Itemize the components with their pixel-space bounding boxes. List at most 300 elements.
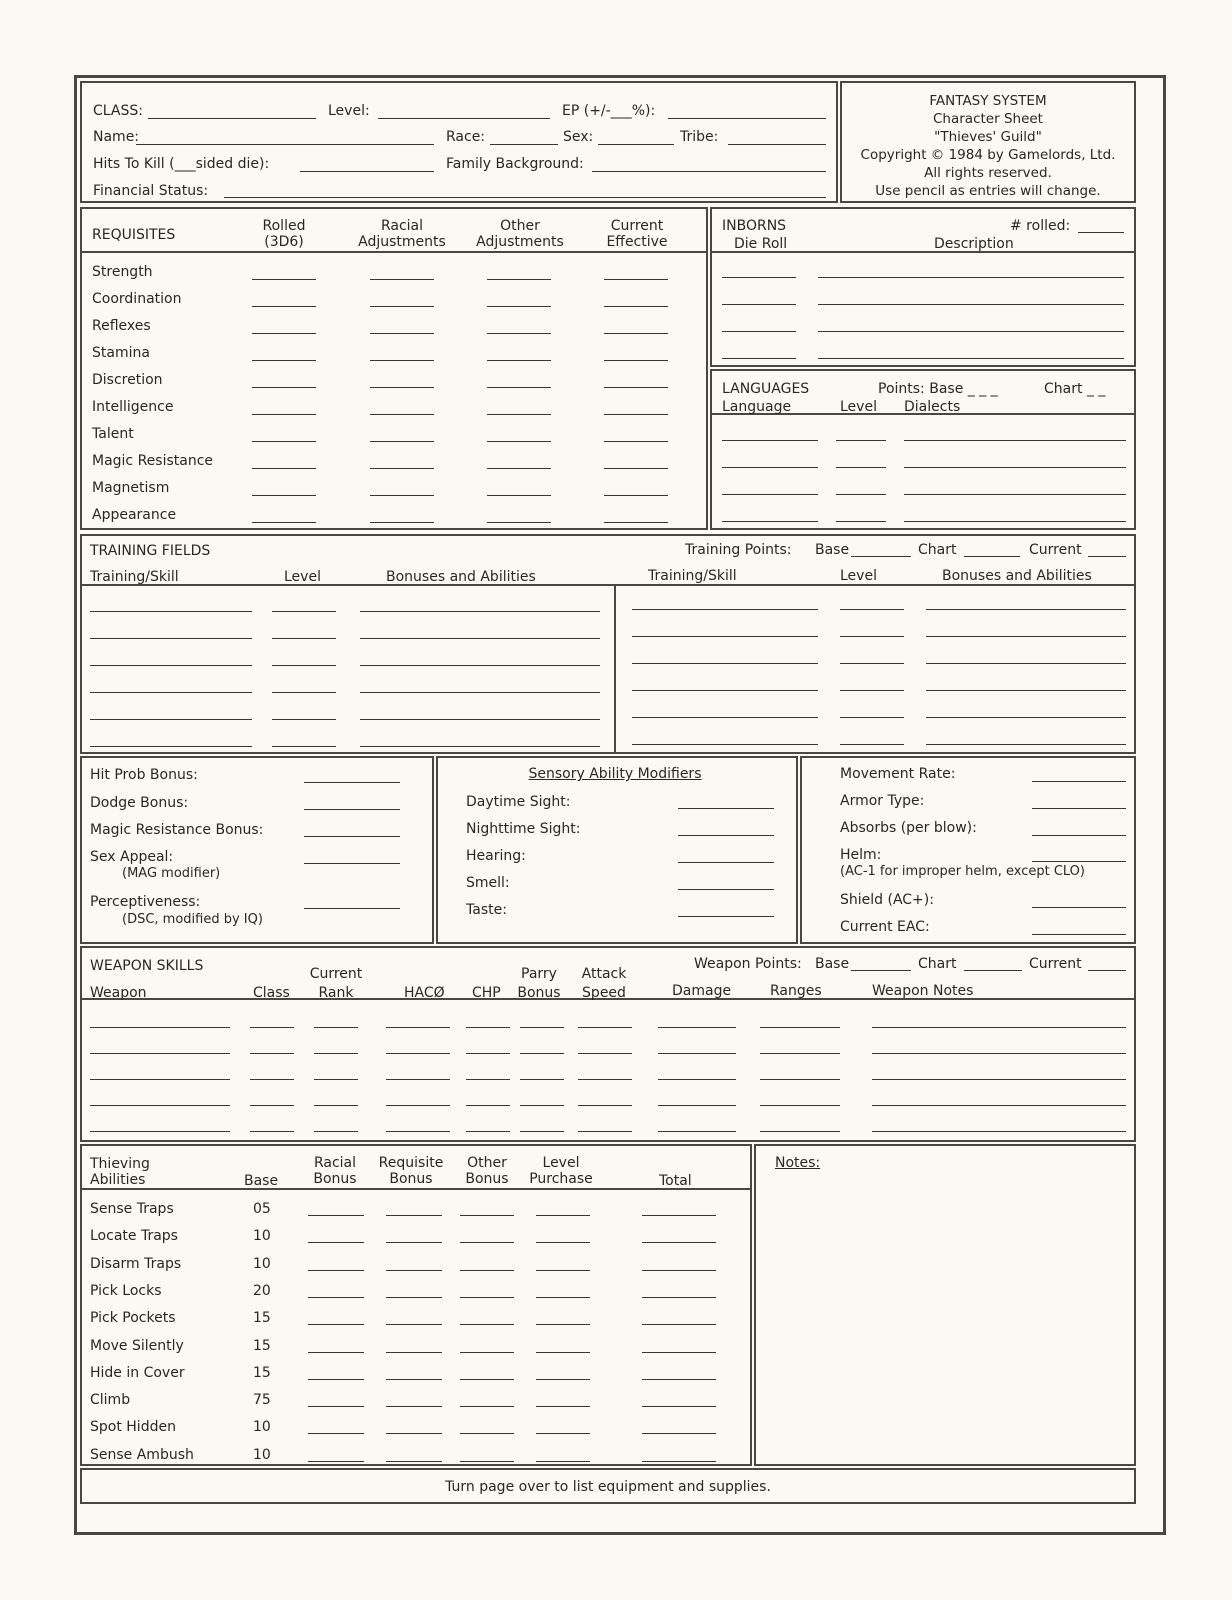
inborn-field[interactable] bbox=[722, 277, 796, 278]
weapon-field[interactable] bbox=[250, 1131, 294, 1132]
wcol-class: Class bbox=[253, 985, 290, 1001]
language-field[interactable] bbox=[836, 521, 886, 522]
tcol-racial-line1: Racial bbox=[313, 1155, 357, 1171]
sensory-title: Sensory Ability Modifiers bbox=[528, 766, 702, 782]
armor-type-label: Armor Type: bbox=[840, 793, 925, 809]
sensory-field[interactable] bbox=[678, 916, 774, 917]
thieving-field[interactable] bbox=[642, 1461, 716, 1462]
thieving-field[interactable] bbox=[460, 1270, 514, 1271]
weapon-field[interactable] bbox=[658, 1027, 736, 1028]
requisite-field[interactable] bbox=[370, 495, 434, 496]
requisite-field[interactable] bbox=[604, 441, 668, 442]
weapons-base-label: Base bbox=[815, 956, 850, 972]
weapons-chart-label: Chart bbox=[918, 956, 957, 972]
tcol-requisite-line1: Requisite bbox=[378, 1155, 444, 1171]
weapons-chart-field[interactable] bbox=[964, 970, 1022, 971]
wcol-rank-line2: Rank bbox=[318, 985, 354, 1001]
training-field-right[interactable] bbox=[632, 609, 818, 610]
thieving-field[interactable] bbox=[386, 1461, 442, 1462]
language-field[interactable] bbox=[904, 440, 1126, 441]
weapon-field[interactable] bbox=[872, 1053, 1126, 1054]
training-field-right[interactable] bbox=[632, 717, 818, 718]
weapon-field[interactable] bbox=[872, 1131, 1126, 1132]
col-racial-line1: Racial bbox=[380, 218, 424, 234]
training-field-left[interactable] bbox=[272, 665, 336, 666]
requisite-field[interactable] bbox=[370, 522, 434, 523]
inborn-field[interactable] bbox=[818, 304, 1124, 305]
tcol-level-line2: Purchase bbox=[529, 1171, 593, 1187]
thieving-ability-label: Move Silently bbox=[90, 1337, 184, 1354]
training-field-left[interactable] bbox=[272, 638, 336, 639]
requisite-field[interactable] bbox=[487, 495, 551, 496]
thieving-field[interactable] bbox=[386, 1324, 442, 1325]
magic-res-bonus-field[interactable] bbox=[304, 836, 400, 837]
training-base-field[interactable] bbox=[851, 556, 911, 557]
thieving-field[interactable] bbox=[386, 1270, 442, 1271]
thieving-field[interactable] bbox=[536, 1352, 590, 1353]
training-field-right[interactable] bbox=[840, 717, 904, 718]
requisite-field[interactable] bbox=[604, 495, 668, 496]
training-field-right[interactable] bbox=[926, 609, 1126, 610]
requisite-field[interactable] bbox=[252, 387, 316, 388]
thieving-base-value: 05 bbox=[253, 1201, 271, 1217]
sex-appeal-field[interactable] bbox=[304, 863, 400, 864]
weapon-field[interactable] bbox=[760, 1131, 840, 1132]
requisite-field[interactable] bbox=[252, 306, 316, 307]
thieving-field[interactable] bbox=[536, 1242, 590, 1243]
movement-rate-field[interactable] bbox=[1032, 781, 1126, 782]
weapons-current-label: Current bbox=[1029, 956, 1082, 972]
training-field-left[interactable] bbox=[272, 719, 336, 720]
requisite-label: Reflexes bbox=[92, 318, 151, 334]
eac-field[interactable] bbox=[1032, 934, 1126, 935]
family-label: Family Background: bbox=[446, 156, 584, 172]
thieving-field[interactable] bbox=[460, 1433, 514, 1434]
thieving-field[interactable] bbox=[386, 1242, 442, 1243]
thieving-title-line2: Abilities bbox=[90, 1172, 146, 1188]
thieving-field[interactable] bbox=[386, 1406, 442, 1407]
requisite-field[interactable] bbox=[487, 333, 551, 334]
dodge-field[interactable] bbox=[304, 809, 400, 810]
thieving-field[interactable] bbox=[460, 1324, 514, 1325]
requisite-field[interactable] bbox=[252, 522, 316, 523]
wcol-damage: Damage bbox=[672, 983, 732, 999]
language-field[interactable] bbox=[722, 494, 818, 495]
training-field-right[interactable] bbox=[632, 663, 818, 664]
language-field[interactable] bbox=[904, 521, 1126, 522]
training-field-right[interactable] bbox=[926, 717, 1126, 718]
inborns-rolled-label: # rolled: bbox=[1010, 218, 1071, 234]
thieving-field[interactable] bbox=[642, 1433, 716, 1434]
requisite-label: Magic Resistance bbox=[92, 453, 214, 469]
inborn-field[interactable] bbox=[818, 331, 1124, 332]
thieving-field[interactable] bbox=[536, 1379, 590, 1380]
helm-field[interactable] bbox=[1032, 861, 1126, 862]
thieving-field[interactable] bbox=[642, 1242, 716, 1243]
weapon-field[interactable] bbox=[466, 1027, 510, 1028]
training-field-left[interactable] bbox=[90, 746, 252, 747]
thieving-field[interactable] bbox=[386, 1215, 442, 1216]
weapon-field[interactable] bbox=[314, 1105, 358, 1106]
perceptiveness-field[interactable] bbox=[304, 908, 400, 909]
requisite-field[interactable] bbox=[252, 414, 316, 415]
tcol-racial bbox=[304, 1155, 366, 1187]
language-field[interactable] bbox=[836, 440, 886, 441]
weapon-field[interactable] bbox=[760, 1027, 840, 1028]
sensory-label: Hearing: bbox=[466, 848, 526, 864]
inborns-col-die: Die Roll bbox=[734, 236, 788, 252]
magic-res-bonus-label: Magic Resistance Bonus: bbox=[90, 822, 264, 838]
weapon-field[interactable] bbox=[658, 1105, 736, 1106]
training-field-left[interactable] bbox=[90, 692, 252, 693]
languages-col-dialects: Dialects bbox=[904, 399, 961, 415]
training-field-right[interactable] bbox=[840, 609, 904, 610]
thieving-field[interactable] bbox=[536, 1297, 590, 1298]
weapon-field[interactable] bbox=[386, 1053, 450, 1054]
weapon-field[interactable] bbox=[658, 1079, 736, 1080]
requisite-label: Intelligence bbox=[92, 399, 174, 415]
thieving-field[interactable] bbox=[386, 1379, 442, 1380]
requisite-field[interactable] bbox=[604, 333, 668, 334]
thieving-field[interactable] bbox=[536, 1406, 590, 1407]
armor-type-field[interactable] bbox=[1032, 808, 1126, 809]
weapon-field[interactable] bbox=[520, 1105, 564, 1106]
thieving-field[interactable] bbox=[642, 1297, 716, 1298]
weapons-base-field[interactable] bbox=[851, 970, 911, 971]
wcol-attack bbox=[572, 966, 636, 1001]
weapon-field[interactable] bbox=[578, 1053, 632, 1054]
thieving-field[interactable] bbox=[308, 1433, 364, 1434]
thieving-field[interactable] bbox=[536, 1324, 590, 1325]
training-field-right[interactable] bbox=[632, 744, 818, 745]
financial-field[interactable] bbox=[224, 197, 826, 198]
publisher-line-6: Use pencil as entries will change. bbox=[875, 183, 1101, 199]
weapon-field[interactable] bbox=[658, 1053, 736, 1054]
weapon-field[interactable] bbox=[872, 1105, 1126, 1106]
thieving-field[interactable] bbox=[308, 1242, 364, 1243]
thieving-field[interactable] bbox=[308, 1406, 364, 1407]
col-racial-line2: Adjustments bbox=[358, 234, 446, 250]
weapons-title: WEAPON SKILLS bbox=[90, 958, 204, 974]
training-field-left[interactable] bbox=[272, 746, 336, 747]
inborns-rolled-field[interactable] bbox=[1078, 232, 1124, 233]
language-field[interactable] bbox=[722, 440, 818, 441]
training-col-level-right: Level bbox=[840, 568, 877, 584]
weapon-field[interactable] bbox=[386, 1105, 450, 1106]
weapon-field[interactable] bbox=[386, 1079, 450, 1080]
weapon-field[interactable] bbox=[520, 1053, 564, 1054]
requisite-field[interactable] bbox=[252, 441, 316, 442]
hits-field[interactable] bbox=[300, 171, 434, 172]
publisher-line-3: "Thieves' Guild" bbox=[934, 129, 1042, 145]
weapon-field[interactable] bbox=[872, 1079, 1126, 1080]
training-field-left[interactable] bbox=[360, 719, 600, 720]
language-field[interactable] bbox=[722, 521, 818, 522]
requisite-field[interactable] bbox=[604, 522, 668, 523]
training-field-right[interactable] bbox=[840, 636, 904, 637]
weapons-current-field[interactable] bbox=[1088, 970, 1126, 971]
training-field-left[interactable] bbox=[272, 692, 336, 693]
training-field-right[interactable] bbox=[840, 744, 904, 745]
sensory-field[interactable] bbox=[678, 808, 774, 809]
weapon-field[interactable] bbox=[250, 1079, 294, 1080]
weapon-field[interactable] bbox=[90, 1053, 230, 1054]
training-field-left[interactable] bbox=[90, 719, 252, 720]
thieving-field[interactable] bbox=[460, 1461, 514, 1462]
weapon-field[interactable] bbox=[760, 1053, 840, 1054]
thieving-field[interactable] bbox=[642, 1270, 716, 1271]
tcol-requisite-line2: Bonus bbox=[389, 1171, 433, 1187]
wcol-notes: Weapon Notes bbox=[872, 983, 974, 999]
requisite-field[interactable] bbox=[370, 279, 434, 280]
shield-label: Shield (AC+): bbox=[840, 892, 934, 908]
thieving-field[interactable] bbox=[460, 1215, 514, 1216]
thieving-field[interactable] bbox=[536, 1461, 590, 1462]
col-other bbox=[470, 218, 570, 250]
weapon-field[interactable] bbox=[90, 1131, 230, 1132]
inborn-field[interactable] bbox=[818, 358, 1124, 359]
training-field-right[interactable] bbox=[926, 690, 1126, 691]
requisite-field[interactable] bbox=[604, 387, 668, 388]
inborn-field[interactable] bbox=[722, 304, 796, 305]
col-current bbox=[592, 218, 682, 250]
training-field-left[interactable] bbox=[360, 665, 600, 666]
thieving-field[interactable] bbox=[460, 1242, 514, 1243]
weapon-field[interactable] bbox=[466, 1105, 510, 1106]
thieving-field[interactable] bbox=[642, 1379, 716, 1380]
weapon-field[interactable] bbox=[520, 1027, 564, 1028]
language-field[interactable] bbox=[836, 467, 886, 468]
requisite-label: Magnetism bbox=[92, 480, 170, 496]
thieving-field[interactable] bbox=[460, 1406, 514, 1407]
weapon-field[interactable] bbox=[578, 1105, 632, 1106]
thieving-base-value: 75 bbox=[253, 1392, 271, 1409]
tribe-label: Tribe: bbox=[680, 129, 719, 145]
thieving-field[interactable] bbox=[386, 1297, 442, 1298]
requisite-field[interactable] bbox=[252, 279, 316, 280]
thieving-field[interactable] bbox=[460, 1297, 514, 1298]
weapon-field[interactable] bbox=[314, 1079, 358, 1080]
weapon-field[interactable] bbox=[386, 1027, 450, 1028]
sensory-field[interactable] bbox=[678, 862, 774, 863]
requisite-field[interactable] bbox=[487, 468, 551, 469]
requisite-field[interactable] bbox=[252, 468, 316, 469]
thieving-field[interactable] bbox=[642, 1215, 716, 1216]
tcol-total: Total bbox=[659, 1173, 692, 1189]
weapon-field[interactable] bbox=[578, 1027, 632, 1028]
weapon-field[interactable] bbox=[466, 1131, 510, 1132]
language-field[interactable] bbox=[836, 494, 886, 495]
requisite-field[interactable] bbox=[370, 333, 434, 334]
tcol-level-line1: Level bbox=[542, 1155, 580, 1171]
training-field-right[interactable] bbox=[926, 636, 1126, 637]
training-divider bbox=[614, 584, 616, 754]
training-current-field[interactable] bbox=[1088, 556, 1126, 557]
weapon-field[interactable] bbox=[90, 1027, 230, 1028]
thieving-field[interactable] bbox=[308, 1379, 364, 1380]
requisite-field[interactable] bbox=[487, 441, 551, 442]
training-field-left[interactable] bbox=[90, 665, 252, 666]
thieving-header-rule bbox=[80, 1188, 752, 1190]
weapon-field[interactable] bbox=[872, 1027, 1126, 1028]
requisite-field[interactable] bbox=[487, 522, 551, 523]
weapon-field[interactable] bbox=[90, 1079, 230, 1080]
thieving-field[interactable] bbox=[536, 1270, 590, 1271]
hits-label: Hits To Kill (___sided die): bbox=[93, 156, 270, 172]
thieving-field[interactable] bbox=[642, 1406, 716, 1407]
training-field-left[interactable] bbox=[360, 638, 600, 639]
requisite-field[interactable] bbox=[370, 414, 434, 415]
requisite-field[interactable] bbox=[604, 360, 668, 361]
wcol-hac: HACØ bbox=[404, 985, 445, 1001]
hit-prob-field[interactable] bbox=[304, 782, 400, 783]
thieving-ability-label: Hide in Cover bbox=[90, 1364, 185, 1381]
wcol-ranges: Ranges bbox=[770, 983, 822, 999]
sensory-label: Nighttime Sight: bbox=[466, 821, 581, 837]
thieving-field[interactable] bbox=[536, 1433, 590, 1434]
weapon-field[interactable] bbox=[466, 1079, 510, 1080]
tribe-field[interactable] bbox=[728, 144, 826, 145]
training-field-left[interactable] bbox=[360, 692, 600, 693]
sex-field[interactable] bbox=[598, 144, 674, 145]
training-field-right[interactable] bbox=[632, 636, 818, 637]
thieving-field[interactable] bbox=[642, 1352, 716, 1353]
wcol-rank-line1: Current bbox=[309, 966, 363, 982]
weapon-field[interactable] bbox=[250, 1105, 294, 1106]
wcol-chp: CHP bbox=[472, 985, 501, 1001]
thieving-field[interactable] bbox=[308, 1297, 364, 1298]
training-field-left[interactable] bbox=[272, 611, 336, 612]
language-field[interactable] bbox=[722, 467, 818, 468]
sex-appeal-label: Sex Appeal: bbox=[90, 849, 174, 865]
shield-field[interactable] bbox=[1032, 907, 1126, 908]
weapon-field[interactable] bbox=[760, 1105, 840, 1106]
wcol-attack-line1: Attack bbox=[581, 966, 627, 982]
requisite-field[interactable] bbox=[370, 306, 434, 307]
language-field[interactable] bbox=[904, 494, 1126, 495]
thieving-box bbox=[80, 1144, 752, 1466]
weapon-field[interactable] bbox=[314, 1053, 358, 1054]
thieving-field[interactable] bbox=[386, 1433, 442, 1434]
training-field-left[interactable] bbox=[360, 611, 600, 612]
thieving-field[interactable] bbox=[642, 1324, 716, 1325]
requisite-field[interactable] bbox=[252, 360, 316, 361]
wcol-parry bbox=[512, 966, 566, 1001]
requisite-label: Stamina bbox=[92, 345, 150, 361]
requisite-field[interactable] bbox=[604, 414, 668, 415]
thieving-field[interactable] bbox=[460, 1379, 514, 1380]
inborn-field[interactable] bbox=[722, 358, 796, 359]
weapon-field[interactable] bbox=[314, 1027, 358, 1028]
wcol-attack-line2: Speed bbox=[582, 985, 626, 1001]
requisite-label: Discretion bbox=[92, 372, 163, 388]
thieving-field[interactable] bbox=[460, 1352, 514, 1353]
class-field[interactable] bbox=[148, 118, 316, 119]
weapon-field[interactable] bbox=[250, 1053, 294, 1054]
requisite-field[interactable] bbox=[370, 387, 434, 388]
thieving-field[interactable] bbox=[308, 1270, 364, 1271]
sensory-field[interactable] bbox=[678, 835, 774, 836]
training-col-bonuses-left: Bonuses and Abilities bbox=[386, 569, 536, 585]
thieving-field[interactable] bbox=[536, 1215, 590, 1216]
requisite-field[interactable] bbox=[487, 360, 551, 361]
weapon-field[interactable] bbox=[658, 1131, 736, 1132]
notes-box[interactable] bbox=[754, 1144, 1136, 1466]
inborn-field[interactable] bbox=[818, 277, 1124, 278]
thieving-base-value: 10 bbox=[253, 1228, 271, 1245]
inborn-field[interactable] bbox=[722, 331, 796, 332]
requisite-field[interactable] bbox=[604, 468, 668, 469]
col-racial bbox=[352, 218, 452, 250]
thieving-field[interactable] bbox=[386, 1352, 442, 1353]
training-field-right[interactable] bbox=[840, 663, 904, 664]
requisite-field[interactable] bbox=[370, 468, 434, 469]
thieving-ability-label: Climb bbox=[90, 1392, 131, 1409]
training-field-right[interactable] bbox=[926, 663, 1126, 664]
weapon-field[interactable] bbox=[90, 1105, 230, 1106]
weapon-field[interactable] bbox=[578, 1131, 632, 1132]
training-field-left[interactable] bbox=[90, 638, 252, 639]
ep-field[interactable] bbox=[668, 118, 826, 119]
requisite-field[interactable] bbox=[604, 279, 668, 280]
weapon-field[interactable] bbox=[466, 1053, 510, 1054]
name-field[interactable] bbox=[136, 144, 434, 145]
weapon-field[interactable] bbox=[386, 1131, 450, 1132]
race-field[interactable] bbox=[490, 144, 558, 145]
training-field-right[interactable] bbox=[926, 744, 1126, 745]
training-chart-field[interactable] bbox=[964, 556, 1020, 557]
race-label: Race: bbox=[446, 129, 486, 145]
training-field-left[interactable] bbox=[90, 611, 252, 612]
col-current-line1: Current bbox=[610, 218, 664, 234]
thieving-ability-label: Disarm Traps bbox=[90, 1255, 182, 1272]
thieving-base-value: 10 bbox=[253, 1419, 271, 1436]
requisite-field[interactable] bbox=[370, 441, 434, 442]
language-field[interactable] bbox=[904, 467, 1126, 468]
level-field[interactable] bbox=[378, 118, 550, 119]
training-field-right[interactable] bbox=[840, 690, 904, 691]
requisite-field[interactable] bbox=[252, 333, 316, 334]
weapon-field[interactable] bbox=[578, 1079, 632, 1080]
absorbs-field[interactable] bbox=[1032, 835, 1126, 836]
thieving-base-value: 10 bbox=[253, 1446, 271, 1463]
thieving-field[interactable] bbox=[308, 1461, 364, 1462]
weapon-field[interactable] bbox=[314, 1131, 358, 1132]
training-field-left[interactable] bbox=[360, 746, 600, 747]
thieving-field[interactable] bbox=[308, 1215, 364, 1216]
sensory-field[interactable] bbox=[678, 889, 774, 890]
requisite-field[interactable] bbox=[487, 306, 551, 307]
requisite-field[interactable] bbox=[487, 387, 551, 388]
thieving-field[interactable] bbox=[308, 1324, 364, 1325]
requisite-field[interactable] bbox=[487, 414, 551, 415]
weapon-field[interactable] bbox=[250, 1027, 294, 1028]
weapon-field[interactable] bbox=[520, 1079, 564, 1080]
weapon-field[interactable] bbox=[760, 1079, 840, 1080]
col-current-line2: Effective bbox=[606, 234, 668, 250]
training-field-right[interactable] bbox=[632, 690, 818, 691]
requisite-field[interactable] bbox=[487, 279, 551, 280]
requisite-field[interactable] bbox=[604, 306, 668, 307]
thieving-field[interactable] bbox=[308, 1352, 364, 1353]
helm-label: Helm: bbox=[840, 847, 882, 863]
ep-label: EP (+/-___%): bbox=[562, 103, 656, 119]
family-field[interactable] bbox=[592, 171, 826, 172]
languages-col-level: Level bbox=[840, 399, 877, 415]
weapon-field[interactable] bbox=[520, 1131, 564, 1132]
requisite-field[interactable] bbox=[370, 360, 434, 361]
requisite-field[interactable] bbox=[252, 495, 316, 496]
